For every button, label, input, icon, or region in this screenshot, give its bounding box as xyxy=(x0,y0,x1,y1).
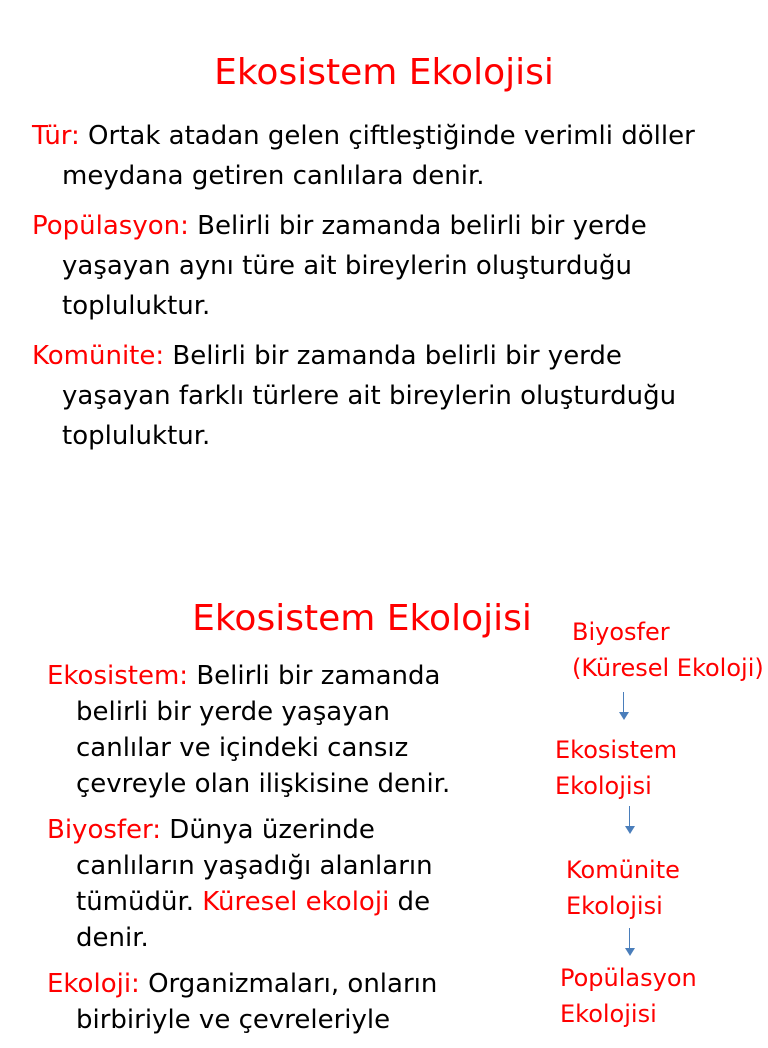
definition-ekoloji xyxy=(47,966,487,1038)
term-komunite: Komünite: xyxy=(32,341,165,371)
hierarchy-populasyon-line2: Ekolojisi xyxy=(560,1000,657,1028)
arrow-down-icon xyxy=(619,692,629,722)
term-tur: Tür: xyxy=(32,121,80,151)
text-biyosfer: Dünya üzerinde canlıların yaşadığı alanların tümüdür. xyxy=(76,815,433,917)
hierarchy-biyosfer-line1: Biyosfer xyxy=(572,618,670,646)
definition-ekosistem xyxy=(47,658,487,802)
definition-populasyon xyxy=(32,206,732,326)
term-ekosistem: Ekosistem: xyxy=(47,661,189,691)
text-ekoloji: Organizmaları, onların birbiriyle ve çevreleriyle xyxy=(76,969,438,1035)
hierarchy-biyosfer xyxy=(572,614,764,686)
hierarchy-komunite xyxy=(566,852,680,924)
definition-komunite xyxy=(32,336,732,456)
slide1-title: Ekosistem Ekolojisi xyxy=(214,52,554,93)
text-biyosfer-after: de denir. xyxy=(76,887,431,953)
arrow-down-icon xyxy=(625,806,635,836)
slide2-title: Ekosistem Ekolojisi xyxy=(192,598,532,639)
text-populasyon: Belirli bir zamanda belirli bir yerde yaşayan aynı türe ait bireylerin oluşturduğu topluluktur. xyxy=(62,211,647,321)
hierarchy-biyosfer-line2: (Küresel Ekoloji) xyxy=(572,654,764,682)
hierarchy-ekosistem-line1: Ekosistem xyxy=(555,736,678,764)
hierarchy-populasyon-line1: Popülasyon xyxy=(560,964,697,992)
hierarchy-populasyon xyxy=(560,960,697,1032)
hierarchy-ekosistem-line2: Ekolojisi xyxy=(555,772,652,800)
term-populasyon: Popülasyon: xyxy=(32,211,189,241)
definition-biyosfer xyxy=(47,812,487,956)
highlight-kuresel-ekoloji: Küresel ekoloji xyxy=(202,887,390,917)
text-tur: Ortak atadan gelen çiftleştiğinde verimli döller meydana getiren canlılara denir. xyxy=(62,121,695,191)
hierarchy-komunite-line2: Ekolojisi xyxy=(566,892,663,920)
text-komunite: Belirli bir zamanda belirli bir yerde yaşayan farklı türlere ait bireylerin oluşturduğu topluluktur. xyxy=(62,341,677,451)
term-biyosfer: Biyosfer: xyxy=(47,815,162,845)
arrow-down-icon xyxy=(625,928,635,958)
hierarchy-komunite-line1: Komünite xyxy=(566,856,680,884)
term-ekoloji: Ekoloji: xyxy=(47,969,140,999)
hierarchy-ekosistem xyxy=(555,732,677,804)
definition-tur xyxy=(32,116,732,196)
slide1-definitions xyxy=(32,116,732,466)
text-ekosistem: Belirli bir zamanda belirli bir yerde yaşayan canlılar ve içindeki cansız çevreyle olan ilişkisine denir. xyxy=(76,661,451,799)
slide2-definitions xyxy=(47,658,487,1048)
